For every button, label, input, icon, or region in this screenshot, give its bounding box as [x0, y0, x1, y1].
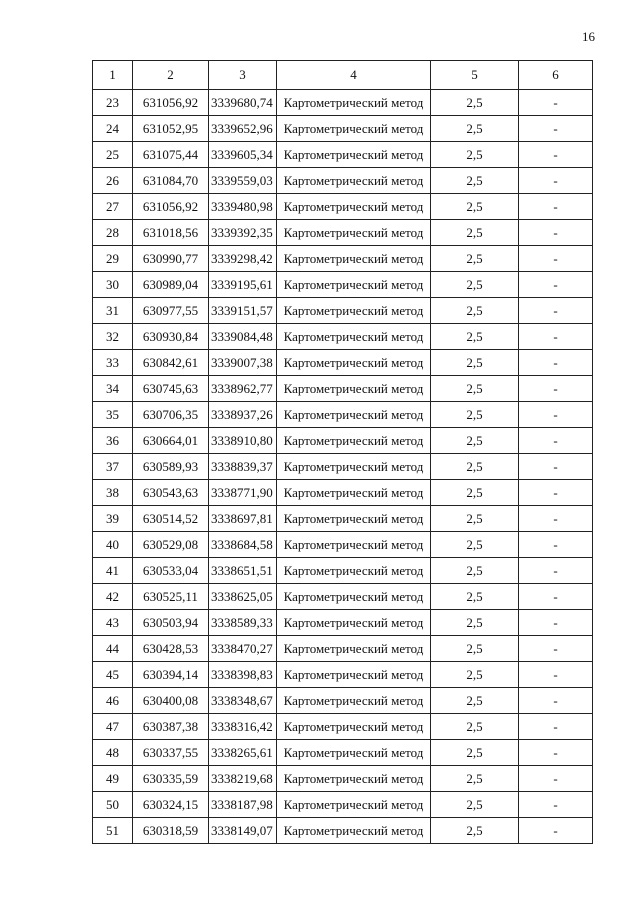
- accuracy-cell: 2,5: [431, 610, 519, 636]
- x-coordinate-cell: 630842,61: [133, 350, 209, 376]
- description-cell: -: [519, 740, 593, 766]
- point-number-cell: 43: [93, 610, 133, 636]
- description-cell: -: [519, 584, 593, 610]
- method-cell: Картометрический метод: [277, 532, 431, 558]
- method-cell: Картометрический метод: [277, 636, 431, 662]
- y-coordinate-cell: 3338651,51: [209, 558, 277, 584]
- point-number-cell: 27: [93, 194, 133, 220]
- method-cell: Картометрический метод: [277, 116, 431, 142]
- description-cell: -: [519, 766, 593, 792]
- description-cell: -: [519, 298, 593, 324]
- description-cell: -: [519, 220, 593, 246]
- y-coordinate-cell: 3338589,33: [209, 610, 277, 636]
- y-coordinate-cell: 3338265,61: [209, 740, 277, 766]
- point-number-cell: 26: [93, 168, 133, 194]
- point-number-cell: 39: [93, 506, 133, 532]
- y-coordinate-cell: 3338316,42: [209, 714, 277, 740]
- accuracy-cell: 2,5: [431, 272, 519, 298]
- x-coordinate-cell: 631018,56: [133, 220, 209, 246]
- method-cell: Картометрический метод: [277, 506, 431, 532]
- accuracy-cell: 2,5: [431, 90, 519, 116]
- y-coordinate-cell: 3338149,07: [209, 818, 277, 844]
- x-coordinate-cell: 630745,63: [133, 376, 209, 402]
- method-cell: Картометрический метод: [277, 428, 431, 454]
- method-cell: Картометрический метод: [277, 662, 431, 688]
- x-coordinate-cell: 630664,01: [133, 428, 209, 454]
- point-number-cell: 23: [93, 90, 133, 116]
- x-coordinate-cell: 630533,04: [133, 558, 209, 584]
- point-number-cell: 34: [93, 376, 133, 402]
- table-row: [93, 610, 593, 636]
- y-coordinate-cell: 3338398,83: [209, 662, 277, 688]
- method-cell: Картометрический метод: [277, 688, 431, 714]
- table-row: [93, 402, 593, 428]
- table-row: [93, 350, 593, 376]
- method-cell: Картометрический метод: [277, 818, 431, 844]
- description-cell: -: [519, 90, 593, 116]
- description-cell: -: [519, 506, 593, 532]
- table-row: [93, 818, 593, 844]
- point-number-cell: 42: [93, 584, 133, 610]
- y-coordinate-cell: 3339652,96: [209, 116, 277, 142]
- description-cell: -: [519, 402, 593, 428]
- y-coordinate-cell: 3339605,34: [209, 142, 277, 168]
- point-number-cell: 45: [93, 662, 133, 688]
- accuracy-cell: 2,5: [431, 116, 519, 142]
- y-coordinate-cell: 3339151,57: [209, 298, 277, 324]
- y-coordinate-cell: 3338697,81: [209, 506, 277, 532]
- x-coordinate-cell: 630324,15: [133, 792, 209, 818]
- accuracy-cell: 2,5: [431, 714, 519, 740]
- point-number-cell: 32: [93, 324, 133, 350]
- y-coordinate-cell: 3338625,05: [209, 584, 277, 610]
- table-row: [93, 454, 593, 480]
- y-coordinate-cell: 3339298,42: [209, 246, 277, 272]
- description-cell: -: [519, 272, 593, 298]
- x-coordinate-cell: 630706,35: [133, 402, 209, 428]
- table-row: [93, 90, 593, 116]
- point-number-cell: 28: [93, 220, 133, 246]
- method-cell: Картометрический метод: [277, 90, 431, 116]
- accuracy-cell: 2,5: [431, 558, 519, 584]
- method-cell: Картометрический метод: [277, 584, 431, 610]
- column-header-4: 4: [277, 61, 431, 90]
- table-row: [93, 584, 593, 610]
- accuracy-cell: 2,5: [431, 428, 519, 454]
- accuracy-cell: 2,5: [431, 506, 519, 532]
- column-header-2: 2: [133, 61, 209, 90]
- method-cell: Картометрический метод: [277, 376, 431, 402]
- point-number-cell: 29: [93, 246, 133, 272]
- point-number-cell: 30: [93, 272, 133, 298]
- description-cell: -: [519, 818, 593, 844]
- method-cell: Картометрический метод: [277, 194, 431, 220]
- accuracy-cell: 2,5: [431, 688, 519, 714]
- x-coordinate-cell: 631075,44: [133, 142, 209, 168]
- accuracy-cell: 2,5: [431, 740, 519, 766]
- point-number-cell: 25: [93, 142, 133, 168]
- y-coordinate-cell: 3338187,98: [209, 792, 277, 818]
- table-row: [93, 116, 593, 142]
- method-cell: Картометрический метод: [277, 454, 431, 480]
- point-number-cell: 41: [93, 558, 133, 584]
- accuracy-cell: 2,5: [431, 818, 519, 844]
- table-row: [93, 220, 593, 246]
- accuracy-cell: 2,5: [431, 194, 519, 220]
- accuracy-cell: 2,5: [431, 402, 519, 428]
- description-cell: -: [519, 246, 593, 272]
- description-cell: -: [519, 454, 593, 480]
- x-coordinate-cell: 630400,08: [133, 688, 209, 714]
- table-row: [93, 636, 593, 662]
- table-row: [93, 376, 593, 402]
- y-coordinate-cell: 3339195,61: [209, 272, 277, 298]
- y-coordinate-cell: 3338910,80: [209, 428, 277, 454]
- x-coordinate-cell: 630318,59: [133, 818, 209, 844]
- description-cell: -: [519, 376, 593, 402]
- point-number-cell: 44: [93, 636, 133, 662]
- accuracy-cell: 2,5: [431, 480, 519, 506]
- table-row: [93, 246, 593, 272]
- x-coordinate-cell: 630930,84: [133, 324, 209, 350]
- description-cell: -: [519, 532, 593, 558]
- accuracy-cell: 2,5: [431, 454, 519, 480]
- point-number-cell: 50: [93, 792, 133, 818]
- y-coordinate-cell: 3339559,03: [209, 168, 277, 194]
- y-coordinate-cell: 3338839,37: [209, 454, 277, 480]
- table-row: [93, 792, 593, 818]
- table-row: [93, 168, 593, 194]
- table-row: [93, 428, 593, 454]
- accuracy-cell: 2,5: [431, 636, 519, 662]
- accuracy-cell: 2,5: [431, 168, 519, 194]
- x-coordinate-cell: 630529,08: [133, 532, 209, 558]
- x-coordinate-cell: 630977,55: [133, 298, 209, 324]
- method-cell: Картометрический метод: [277, 792, 431, 818]
- description-cell: -: [519, 324, 593, 350]
- table-row: [93, 480, 593, 506]
- table-row: [93, 194, 593, 220]
- coordinates-table-container: [92, 60, 592, 844]
- point-number-cell: 36: [93, 428, 133, 454]
- accuracy-cell: 2,5: [431, 350, 519, 376]
- column-header-6: 6: [519, 61, 593, 90]
- x-coordinate-cell: 631056,92: [133, 90, 209, 116]
- accuracy-cell: 2,5: [431, 220, 519, 246]
- page-number: 16: [582, 29, 595, 44]
- point-number-cell: 49: [93, 766, 133, 792]
- accuracy-cell: 2,5: [431, 246, 519, 272]
- method-cell: Картометрический метод: [277, 142, 431, 168]
- point-number-cell: 38: [93, 480, 133, 506]
- method-cell: Картометрический метод: [277, 610, 431, 636]
- column-header-1: 1: [93, 61, 133, 90]
- y-coordinate-cell: 3339392,35: [209, 220, 277, 246]
- description-cell: -: [519, 714, 593, 740]
- method-cell: Картометрический метод: [277, 298, 431, 324]
- description-cell: -: [519, 792, 593, 818]
- y-coordinate-cell: 3339084,48: [209, 324, 277, 350]
- x-coordinate-cell: 631084,70: [133, 168, 209, 194]
- accuracy-cell: 2,5: [431, 376, 519, 402]
- x-coordinate-cell: 630525,11: [133, 584, 209, 610]
- y-coordinate-cell: 3338219,68: [209, 766, 277, 792]
- table-row: [93, 272, 593, 298]
- method-cell: Картометрический метод: [277, 220, 431, 246]
- table-row: [93, 558, 593, 584]
- point-number-cell: 37: [93, 454, 133, 480]
- table-row: [93, 324, 593, 350]
- x-coordinate-cell: 630337,55: [133, 740, 209, 766]
- header-row: [93, 61, 593, 90]
- accuracy-cell: 2,5: [431, 792, 519, 818]
- y-coordinate-cell: 3338937,26: [209, 402, 277, 428]
- x-coordinate-cell: 630543,63: [133, 480, 209, 506]
- description-cell: -: [519, 662, 593, 688]
- method-cell: Картометрический метод: [277, 714, 431, 740]
- method-cell: Картометрический метод: [277, 324, 431, 350]
- description-cell: -: [519, 168, 593, 194]
- point-number-cell: 24: [93, 116, 133, 142]
- coordinates-table: [92, 60, 593, 844]
- y-coordinate-cell: 3338962,77: [209, 376, 277, 402]
- x-coordinate-cell: 630514,52: [133, 506, 209, 532]
- y-coordinate-cell: 3338470,27: [209, 636, 277, 662]
- table-row: [93, 532, 593, 558]
- accuracy-cell: 2,5: [431, 298, 519, 324]
- method-cell: Картометрический метод: [277, 168, 431, 194]
- x-coordinate-cell: 630989,04: [133, 272, 209, 298]
- description-cell: -: [519, 428, 593, 454]
- point-number-cell: 47: [93, 714, 133, 740]
- method-cell: Картометрический метод: [277, 272, 431, 298]
- table-row: [93, 688, 593, 714]
- x-coordinate-cell: 630589,93: [133, 454, 209, 480]
- table-row: [93, 298, 593, 324]
- point-number-cell: 48: [93, 740, 133, 766]
- y-coordinate-cell: 3338684,58: [209, 532, 277, 558]
- accuracy-cell: 2,5: [431, 766, 519, 792]
- accuracy-cell: 2,5: [431, 324, 519, 350]
- table-row: [93, 740, 593, 766]
- method-cell: Картометрический метод: [277, 558, 431, 584]
- table-row: [93, 662, 593, 688]
- accuracy-cell: 2,5: [431, 532, 519, 558]
- table-row: [93, 506, 593, 532]
- x-coordinate-cell: 630394,14: [133, 662, 209, 688]
- description-cell: -: [519, 636, 593, 662]
- accuracy-cell: 2,5: [431, 142, 519, 168]
- description-cell: -: [519, 558, 593, 584]
- method-cell: Картометрический метод: [277, 480, 431, 506]
- point-number-cell: 31: [93, 298, 133, 324]
- point-number-cell: 46: [93, 688, 133, 714]
- y-coordinate-cell: 3339480,98: [209, 194, 277, 220]
- description-cell: -: [519, 610, 593, 636]
- description-cell: -: [519, 116, 593, 142]
- x-coordinate-cell: 631052,95: [133, 116, 209, 142]
- description-cell: -: [519, 350, 593, 376]
- x-coordinate-cell: 630990,77: [133, 246, 209, 272]
- column-header-3: 3: [209, 61, 277, 90]
- description-cell: -: [519, 142, 593, 168]
- method-cell: Картометрический метод: [277, 246, 431, 272]
- description-cell: -: [519, 480, 593, 506]
- accuracy-cell: 2,5: [431, 584, 519, 610]
- x-coordinate-cell: 630387,38: [133, 714, 209, 740]
- y-coordinate-cell: 3338771,90: [209, 480, 277, 506]
- method-cell: Картометрический метод: [277, 350, 431, 376]
- point-number-cell: 40: [93, 532, 133, 558]
- point-number-cell: 35: [93, 402, 133, 428]
- table-row: [93, 714, 593, 740]
- table-row: [93, 142, 593, 168]
- x-coordinate-cell: 630335,59: [133, 766, 209, 792]
- method-cell: Картометрический метод: [277, 766, 431, 792]
- x-coordinate-cell: 630428,53: [133, 636, 209, 662]
- table-row: [93, 766, 593, 792]
- point-number-cell: 51: [93, 818, 133, 844]
- y-coordinate-cell: 3338348,67: [209, 688, 277, 714]
- accuracy-cell: 2,5: [431, 662, 519, 688]
- description-cell: -: [519, 688, 593, 714]
- method-cell: Картометрический метод: [277, 402, 431, 428]
- y-coordinate-cell: 3339007,38: [209, 350, 277, 376]
- table-body: [93, 90, 593, 844]
- x-coordinate-cell: 631056,92: [133, 194, 209, 220]
- method-cell: Картометрический метод: [277, 740, 431, 766]
- description-cell: -: [519, 194, 593, 220]
- x-coordinate-cell: 630503,94: [133, 610, 209, 636]
- column-header-5: 5: [431, 61, 519, 90]
- point-number-cell: 33: [93, 350, 133, 376]
- y-coordinate-cell: 3339680,74: [209, 90, 277, 116]
